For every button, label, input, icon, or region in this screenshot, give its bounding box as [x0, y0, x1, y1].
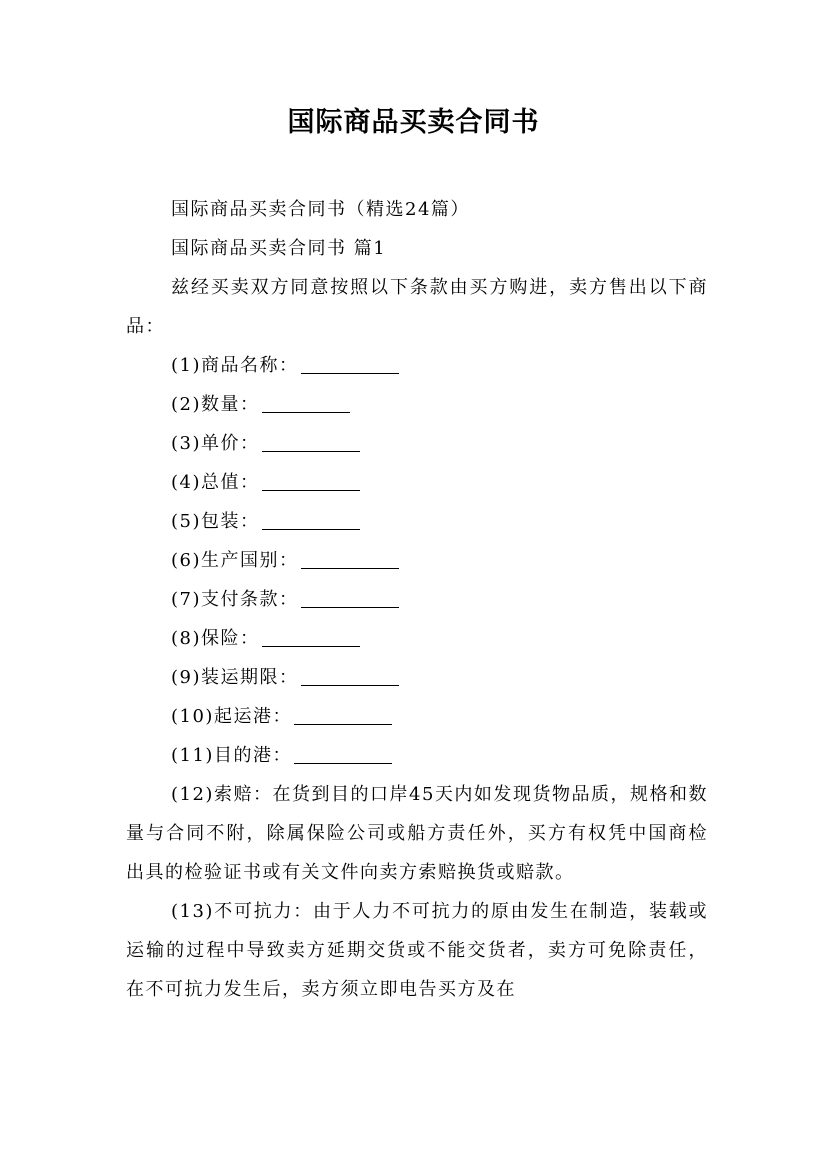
fill-in-blank: [301, 663, 399, 686]
section-heading: 国际商品买卖合同书 篇1: [171, 238, 387, 259]
item-total-value: [126, 463, 708, 502]
item-country-of-origin: [126, 541, 708, 580]
item-payment-terms: [126, 580, 708, 619]
item-label: (2)数量：: [171, 394, 260, 415]
item-label: (10)起运港：: [171, 706, 292, 727]
intro-paragraph: 兹经买卖双方同意按照以下条款由买方购进，卖方售出以下商品：: [126, 277, 708, 337]
fill-in-blank: [262, 468, 360, 491]
item-product-name: [126, 346, 708, 385]
item-label: (7)支付条款：: [171, 589, 299, 610]
item-label: (4)总值：: [171, 472, 260, 493]
item-label: (11)目的港：: [171, 745, 292, 766]
item-unit-price: [126, 424, 708, 463]
fill-in-blank: [301, 546, 399, 569]
fill-in-blank: [294, 741, 392, 764]
item-label: (6)生产国别：: [171, 550, 299, 571]
item-packaging: [126, 502, 708, 541]
fill-in-blank: [262, 624, 360, 647]
item-label: (8)保险：: [171, 628, 260, 649]
item-port-of-loading: [126, 697, 708, 736]
document-body: [126, 190, 708, 1009]
fill-in-blank: [301, 585, 399, 608]
fill-in-blank: [262, 390, 350, 413]
fill-in-blank: [262, 507, 360, 530]
fill-in-blank: [262, 429, 360, 452]
fill-in-blank: [301, 351, 399, 374]
item-label: (9)装运期限：: [171, 667, 299, 688]
item-label: (5)包装：: [171, 511, 260, 532]
item-port-of-destination: [126, 736, 708, 775]
item-label: (1)商品名称：: [171, 355, 299, 376]
item-quantity: [126, 385, 708, 424]
clause-force-majeure: (13)不可抗力：由于人力不可抗力的原由发生在制造，装载或运输的过程中导致卖方延期交货或不能交货者，卖方可免除责任，在不可抗力发生后，卖方须立即电告买方及在: [126, 901, 708, 1000]
document-title: 国际商品买卖合同书: [287, 107, 540, 138]
clause-claims: (12)索赔：在货到目的口岸45天内如发现货物品质，规格和数量与合同不附，除属保险公司或船方责任外，买方有权凭中国商检出具的检验证书或有关文件向卖方索赔换货或赔款。: [126, 784, 708, 883]
fill-in-blank: [294, 702, 392, 725]
document-subtitle: 国际商品买卖合同书（精选24篇）: [171, 199, 470, 220]
item-label: (3)单价：: [171, 433, 260, 454]
item-shipment-period: [126, 658, 708, 697]
item-insurance: [126, 619, 708, 658]
